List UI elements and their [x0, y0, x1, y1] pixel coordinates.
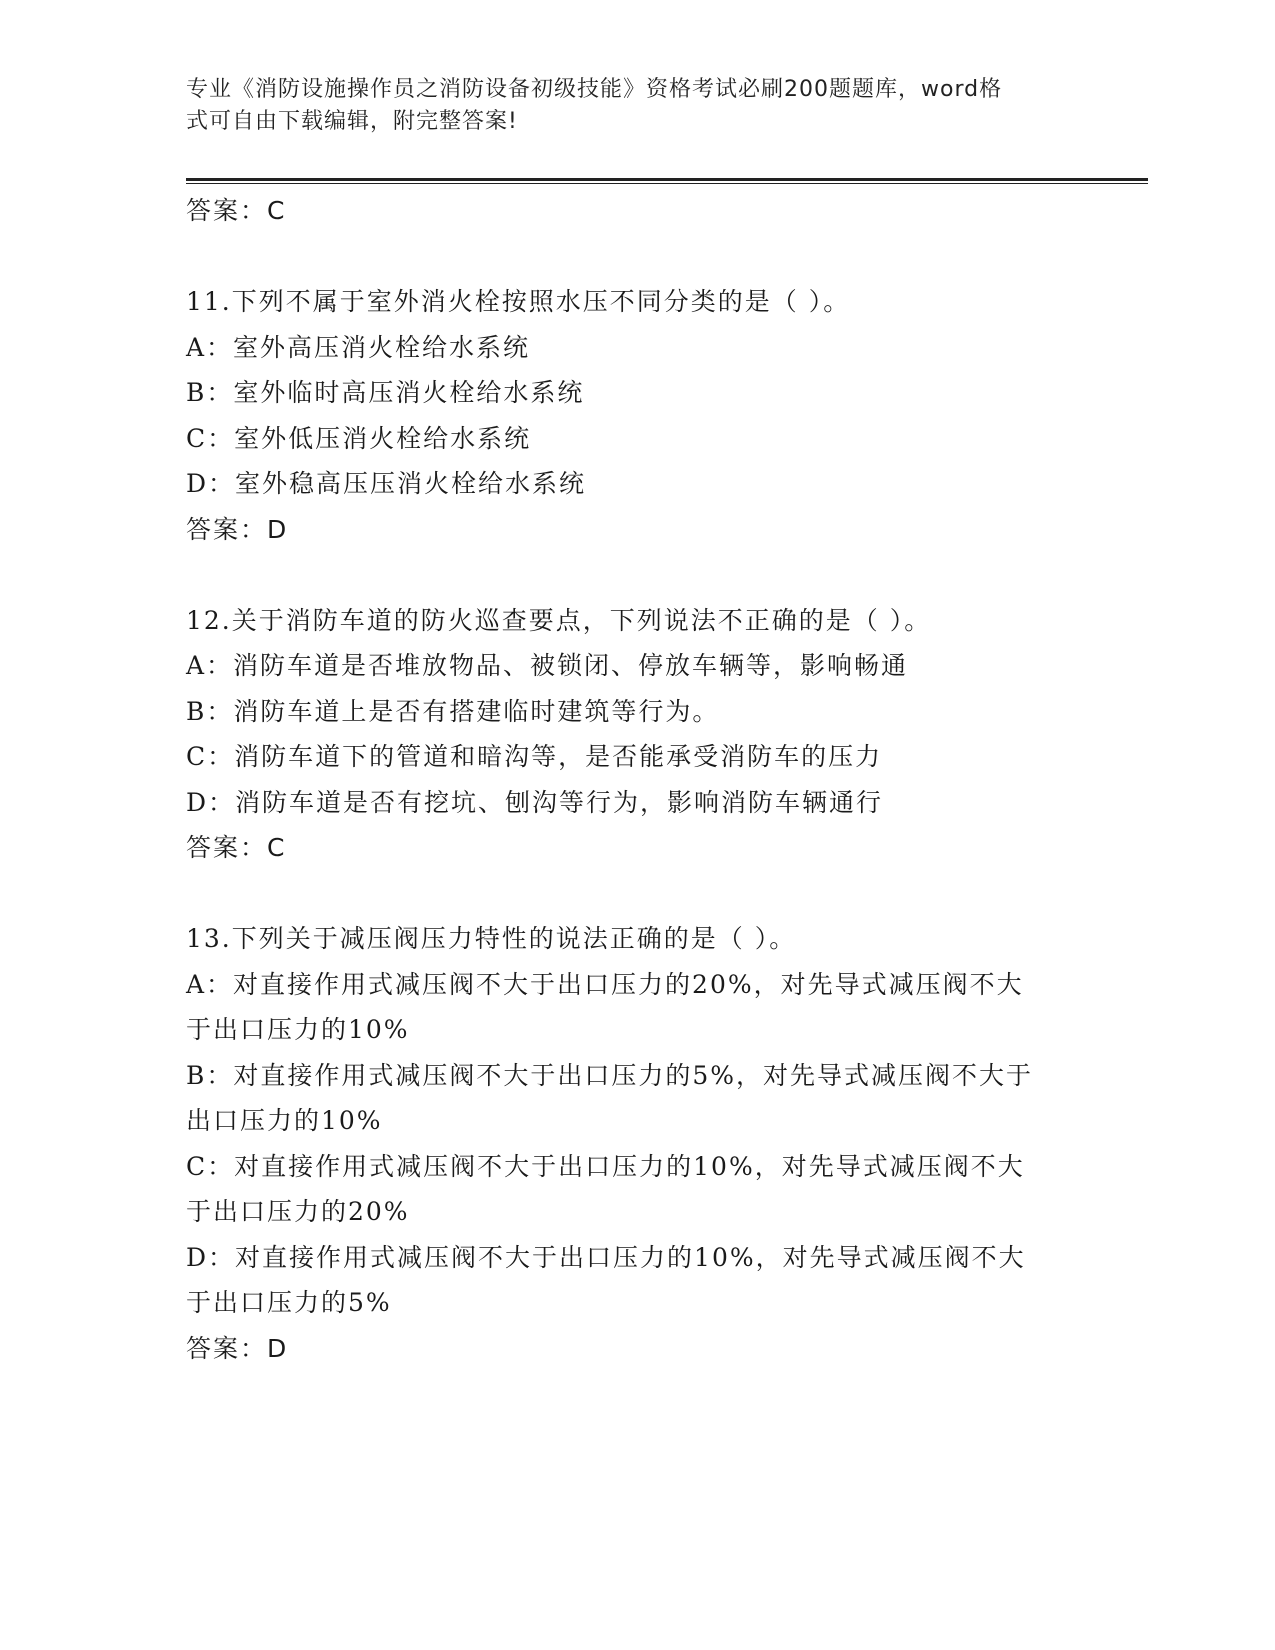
document-header	[186, 74, 1066, 138]
header-rule-thin	[186, 183, 1148, 184]
question-12	[186, 598, 1086, 871]
option-a: A：消防车道是否堆放物品、被锁闭、停放车辆等，影响畅通	[186, 651, 909, 680]
option-b: B：室外临时高压消火栓给水系统	[186, 378, 585, 407]
option-d-line-1: D：对直接作用式减压阀不大于出口压力的10%，对先导式减压阀不大	[186, 1242, 1026, 1272]
option-d: D：室外稳高压压消火栓给水系统	[186, 469, 587, 498]
option-c: C：室外低压消火栓给水系统	[186, 423, 532, 453]
option-b: B：消防车道上是否有搭建临时建筑等行为。	[186, 696, 720, 726]
answer: 答案：D	[186, 1333, 289, 1363]
option-c-line-1: C：对直接作用式减压阀不大于出口压力的10%，对先导式减压阀不大	[186, 1151, 1025, 1181]
header-line-1: 专业《消防设施操作员之消防设备初级技能》资格考试必刷200题题库，word格	[186, 77, 1003, 102]
question-11	[186, 279, 1086, 552]
question-list	[186, 188, 1086, 1371]
header-line-2: 式可自由下载编辑，附完整答案!	[186, 109, 518, 134]
question-stem: 12.关于消防车道的防火巡查要点，下列说法不正确的是（ ）。	[186, 605, 932, 635]
option-d: D：消防车道是否有挖坑、刨沟等行为，影响消防车辆通行	[186, 787, 884, 817]
option-c: C：消防车道下的管道和暗沟等，是否能承受消防车的压力	[186, 742, 883, 771]
option-b-line-2: 出口压力的10%	[186, 1106, 383, 1135]
option-a-line-2: 于出口压力的10%	[186, 1015, 410, 1044]
spacer	[186, 552, 1086, 598]
question-stem: 11.下列不属于室外消火栓按照水压不同分类的是（ ）。	[186, 287, 851, 316]
header-rule-thick	[186, 178, 1148, 181]
answer: 答案：D	[186, 514, 289, 544]
spacer	[186, 871, 1086, 917]
spacer	[186, 234, 1086, 280]
question-13	[186, 916, 1086, 1371]
option-d-line-2: 于出口压力的5%	[186, 1288, 392, 1317]
answer: 答案：C	[186, 833, 287, 862]
option-c-line-2: 于出口压力的20%	[186, 1197, 410, 1226]
previous-answer: 答案：C	[186, 196, 287, 225]
option-a-line-1: A：对直接作用式减压阀不大于出口压力的20%，对先导式减压阀不大	[186, 969, 1024, 999]
option-a: A：室外高压消火栓给水系统	[186, 332, 531, 362]
question-stem: 13.下列关于减压阀压力特性的说法正确的是（ ）。	[186, 924, 797, 953]
option-b-line-1: B：对直接作用式减压阀不大于出口压力的5%，对先导式减压阀不大于	[186, 1060, 1034, 1090]
